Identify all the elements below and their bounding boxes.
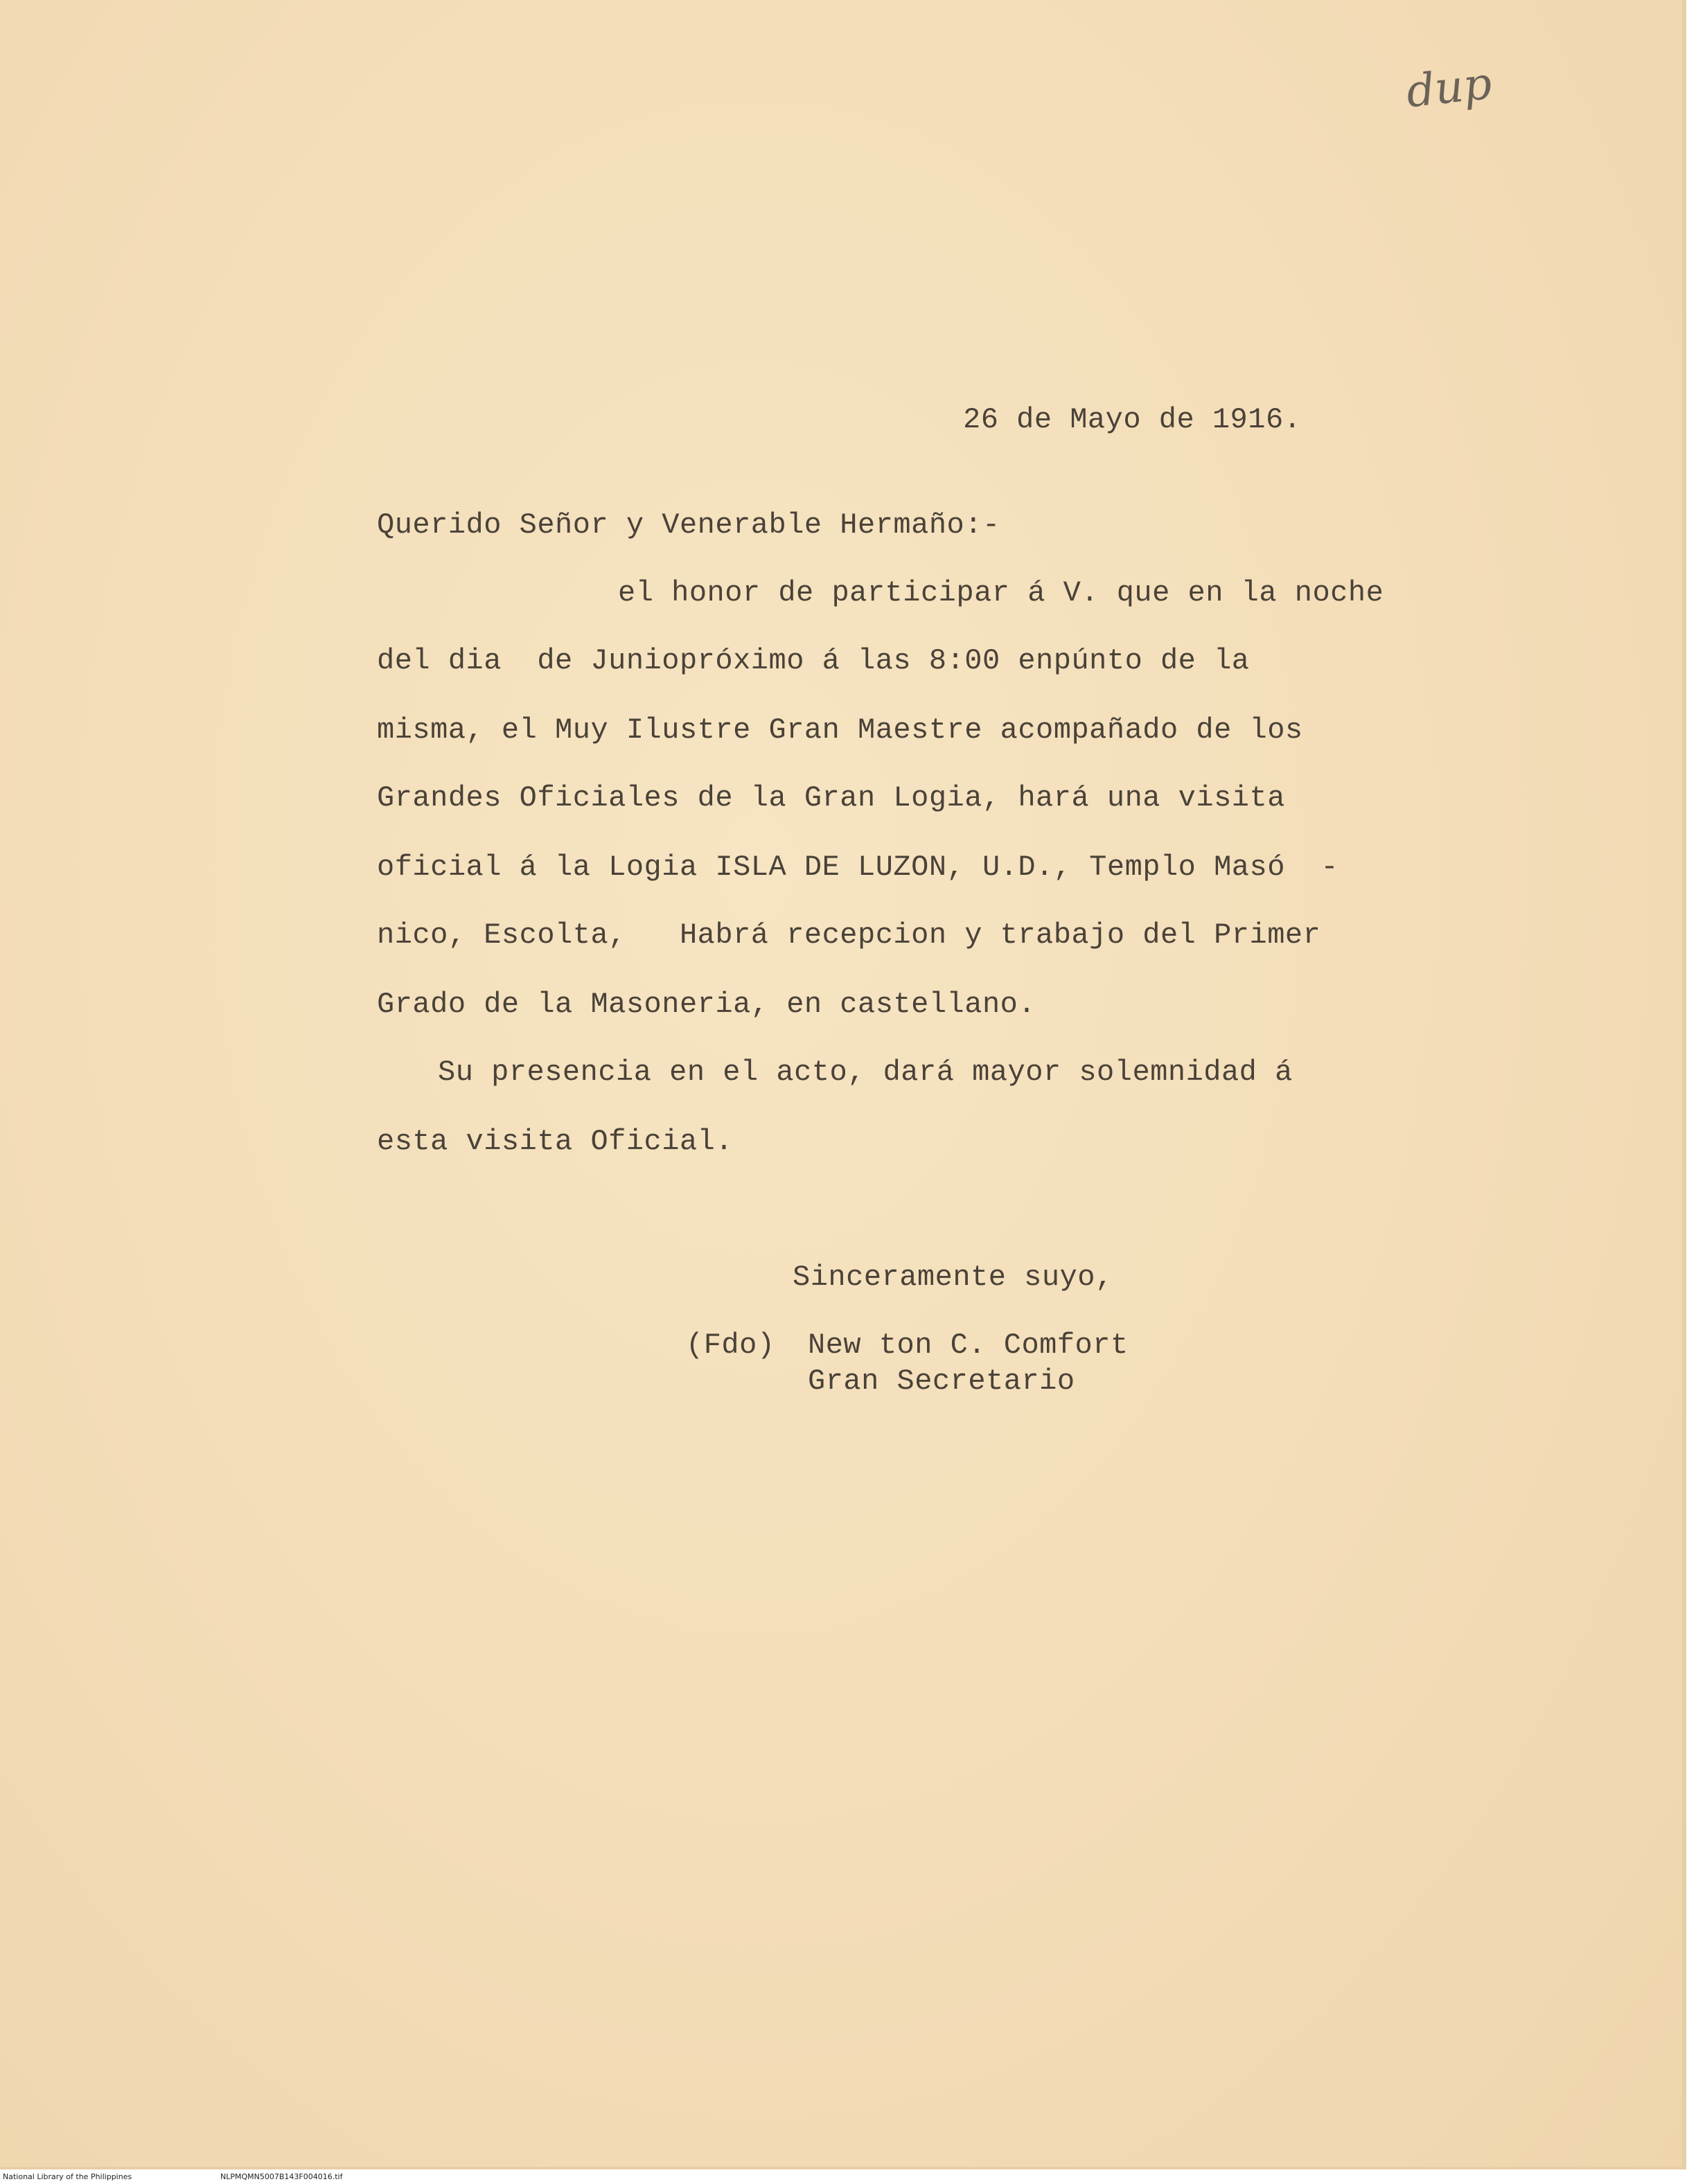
signer-name: New ton C. Comfort	[808, 1329, 1129, 1362]
body-line-4: Grandes Oficiales de la Gran Logia, hará una visita	[377, 781, 1285, 815]
signer-title: Gran Secretario	[808, 1365, 1075, 1398]
body-line-7: Grado de la Masoneria, en castellano.	[377, 988, 1036, 1021]
letter-date: 26 de Mayo de 1916.	[963, 403, 1302, 436]
body-line-3: misma, el Muy Ilustre Gran Maestre acompañado de los	[377, 713, 1303, 747]
body-line-1: el honor de participar á V. que en la noche	[618, 576, 1384, 610]
footer-file-id: NLPMQMN5007B143F004016.tif	[220, 2172, 343, 2181]
closing-line-1: Su presencia en el acto, dará mayor solemnidad á	[438, 1056, 1293, 1089]
salutation: Querido Señor y Venerable Hermaño:-	[377, 508, 1000, 542]
body-line-2: del dia de Juniopróximo á las 8:00 enpúnto de la	[377, 644, 1250, 677]
fdo-mark: (Fdo)	[686, 1329, 775, 1362]
closing-line-2: esta visita Oficial.	[377, 1125, 734, 1158]
body-line-6: nico, Escolta, Habrá recepcion y trabajo del Primer	[377, 918, 1321, 952]
handwritten-annotation: dup	[1404, 57, 1494, 118]
body-line-5: oficial á la Logia ISLA DE LUZON, U.D., Templo Masó -	[377, 851, 1339, 884]
footer-library: National Library of the Philippines	[3, 2172, 132, 2181]
sign-off: Sinceramente suyo,	[793, 1261, 1113, 1294]
